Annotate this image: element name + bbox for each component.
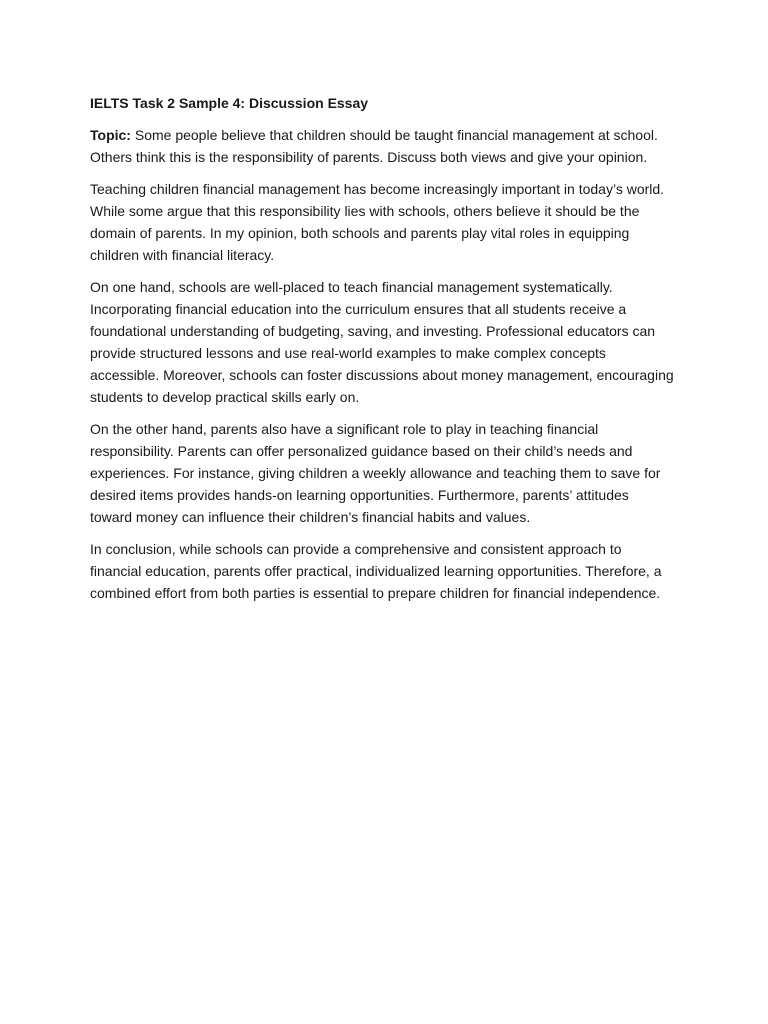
topic-paragraph: [90, 124, 674, 168]
essay-paragraph-conclusion: In conclusion, while schools can provide a comprehensive and consistent approach to financial education, parents offer practical, individualized learning opportunities. Therefore, a combined effort from both parties is essential to prepare children for financial independence.: [90, 541, 662, 601]
document-title: IELTS Task 2 Sample 4: Discussion Essay: [90, 95, 369, 111]
topic-text: Some people believe that children should be taught financial management at school. Others think this is the responsibility of parents. Discuss both views and give your opinion.: [90, 127, 658, 165]
essay-paragraph-introduction: Teaching children financial management has become increasingly important in today’s world. While some argue that this responsibility lies with schools, others believe it should be the domain of parents. In my opinion, both schools and parents play vital roles in equipping children with financial literacy.: [90, 181, 665, 263]
topic-label: Topic:: [90, 127, 131, 143]
document-body: [90, 92, 674, 614]
essay-paragraph-schools: On one hand, schools are well-placed to teach financial management systematically. Incorporating financial education into the curriculum ensures that all students receive a foundational understanding of budgeting, saving, and investing. Professional educators can provide structured lessons and use real-world examples to make complex concepts accessible. Moreover, schools can foster discussions about money management, encouraging students to develop practical skills early on.: [90, 279, 674, 405]
essay-paragraph-parents: On the other hand, parents also have a significant role to play in teaching financial responsibility. Parents can offer personalized guidance based on their child’s needs and experiences. For instance, giving children a weekly allowance and teaching them to save for desired items provides hands-on learning opportunities. Furthermore, parents’ attitudes toward money can influence their children’s financial habits and values.: [90, 421, 661, 525]
